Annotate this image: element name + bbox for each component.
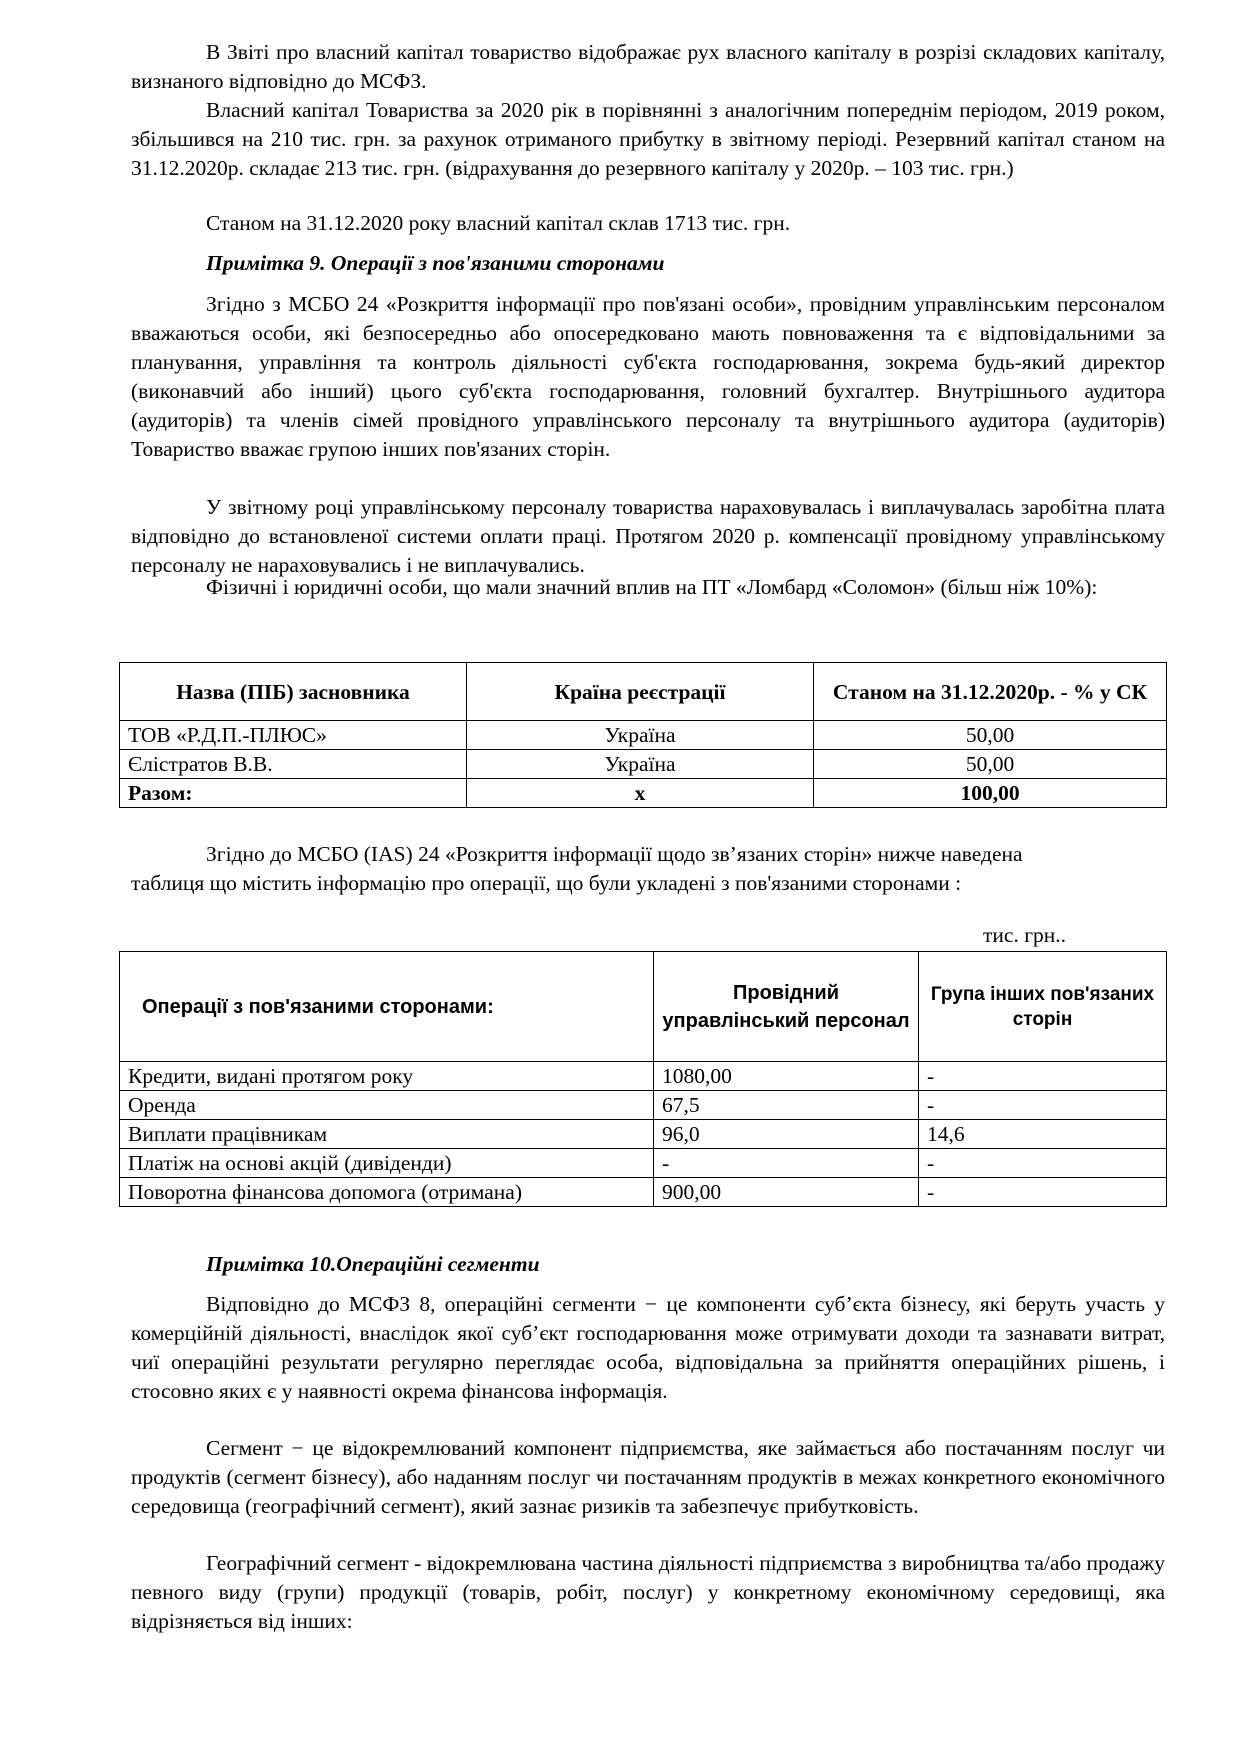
paragraph-equity-report: В Звіті про власний капітал товариство відображає рух власного капіталу в розрізі складових капіталу, визнаного відповідно до МСФЗ. [131, 40, 1165, 93]
operations-header-other-parties: Група інших пов'язаних сторін [919, 952, 1167, 1062]
operation-key-personnel-value: 96,0 [654, 1120, 919, 1149]
founder-country: Україна [467, 721, 814, 750]
table-row [120, 750, 1167, 779]
operation-name: Оренда [120, 1091, 654, 1120]
operation-key-personnel-value: - [654, 1149, 919, 1178]
founders-table-header [120, 663, 1167, 721]
founder-country: Україна [467, 750, 814, 779]
operation-other-parties-value: 14,6 [919, 1120, 1167, 1149]
founder-share: 50,00 [814, 750, 1167, 779]
paragraph-geographic-segment: Географічний сегмент - відокремлювана частина діяльності підприємства з виробництва та/або продажу певного виду (групи) продукції (товарів, робіт, послуг) у конкретному економічному середовищі, яка відрізняється від інших: [131, 1551, 1165, 1633]
operations-header-key-personnel: Провідний управлінський персонал [654, 952, 919, 1062]
note9-heading: Примітка 9. Операції з пов'язаними сторонами [206, 251, 665, 275]
operation-name: Виплати працівникам [120, 1120, 654, 1149]
table-row [120, 1062, 1167, 1091]
table-row [120, 1149, 1167, 1178]
paragraph-equity-change: Власний капітал Товариства за 2020 рік в порівнянні з аналогічним попереднім періодом, 2019 роком, збільшився на 210 тис. грн. за рахунок отриманого прибутку в звітному періоді. Резервний капітал станом на 31.12.2020р. складає 213 тис. грн. (відрахування до резервного капіталу у 2020р. – 103 тис. грн.) [131, 98, 1165, 180]
operation-name: Поворотна фінансова допомога (отримана) [120, 1178, 654, 1207]
operation-other-parties-value: - [919, 1062, 1167, 1091]
operations-table [119, 951, 1167, 1207]
operation-other-parties-value: - [919, 1178, 1167, 1207]
unit-label: тис. грн.. [983, 923, 1067, 947]
table-row [120, 1178, 1167, 1207]
operation-other-parties-value: - [919, 1091, 1167, 1120]
paragraph-ias24-definition: Згідно з МСБО 24 «Розкриття інформації про пов'язані особи», провідним управлінським персоналом вважаються особи, які безпосередньо або опосередковано мають повноваження та є відповідальними за планування, управління та контроль діяльності суб'єкта господарювання, зокрема будь-який директор (виконавчий або інший) цього суб'єкта господарювання, головний бухгалтер. Внутрішнього аудитора (аудиторів) та членів сімей провідного управлінського персоналу та внутрішнього аудитора (аудиторів) Товариство вважає групою інших пов'язаних сторін. [131, 292, 1165, 461]
operations-table-header [120, 952, 1167, 1062]
total-label: Разом: [120, 779, 467, 808]
founders-header-country: Країна реєстрації [467, 663, 814, 721]
table-row [120, 1120, 1167, 1149]
operation-key-personnel-value: 67,5 [654, 1091, 919, 1120]
operation-key-personnel-value: 900,00 [654, 1178, 919, 1207]
paragraph-salary: У звітному році управлінському персоналу товариства нараховувалась і виплачувалась заробітна плата відповідно до встановленої системи оплати праці. Протягом 2020 р. компенсації провідному управлінському персоналу не нараховувались і не виплачувались. [131, 495, 1165, 577]
founders-header-share: Станом на 31.12.2020р. - % у СК [814, 663, 1167, 721]
operation-key-personnel-value: 1080,00 [654, 1062, 919, 1091]
founder-name: ТОВ «Р.Д.П.-ПЛЮС» [120, 721, 467, 750]
paragraph-significant-influence: Фізичні і юридичні особи, що мали значний вплив на ПТ «Ломбард «Соломон» (більш ніж 10%): [206, 575, 1098, 599]
founder-name: Єлістратов В.В. [120, 750, 467, 779]
paragraph-ifrs8: Відповідно до МСФЗ 8, операційні сегменти − це компоненти суб’єкта бізнесу, які беруть участь у комерційній діяльності, внаслідок якої суб’єкт господарювання може отримувати доходи та зазнавати витрат, чиї операційні результати регулярно переглядає особа, відповідальна за прийняття операційних рішень, і стосовно яких є у наявності окрема фінансова інформація. [131, 1292, 1165, 1403]
paragraph-related-operations: Згідно до МСБО (IAS) 24 «Розкриття інформації щодо зв’язаних сторін» нижче наведена таблиця що містить інформацію про операції, що були укладені з пов'язаними сторонами : [131, 842, 1023, 895]
operations-header-type: Операції з пов'язаними сторонами: [120, 952, 654, 1062]
founders-table [119, 662, 1167, 808]
paragraph-equity-total: Станом на 31.12.2020 року власний капітал склав 1713 тис. грн. [206, 211, 791, 235]
total-share: 100,00 [814, 779, 1167, 808]
operation-name: Кредити, видані протягом року [120, 1062, 654, 1091]
paragraph-segment-definition: Сегмент − це відокремлюваний компонент підприємства, яке займається або постачанням послуг чи продуктів (сегмент бізнесу), або наданням послуг чи постачанням продуктів в межах конкретного економічного середовища (географічний сегмент), який зазнає ризиків та забезпечує прибутковість. [131, 1436, 1165, 1518]
note10-heading: Примітка 10.Операційні сегменти [206, 1252, 540, 1276]
table-row [120, 1091, 1167, 1120]
founders-header-name: Назва (ПІБ) засновника [120, 663, 467, 721]
total-country: х [467, 779, 814, 808]
founder-share: 50,00 [814, 721, 1167, 750]
founders-total-row [120, 779, 1167, 808]
operation-name: Платіж на основі акцій (дивіденди) [120, 1149, 654, 1178]
operation-other-parties-value: - [919, 1149, 1167, 1178]
table-row [120, 721, 1167, 750]
